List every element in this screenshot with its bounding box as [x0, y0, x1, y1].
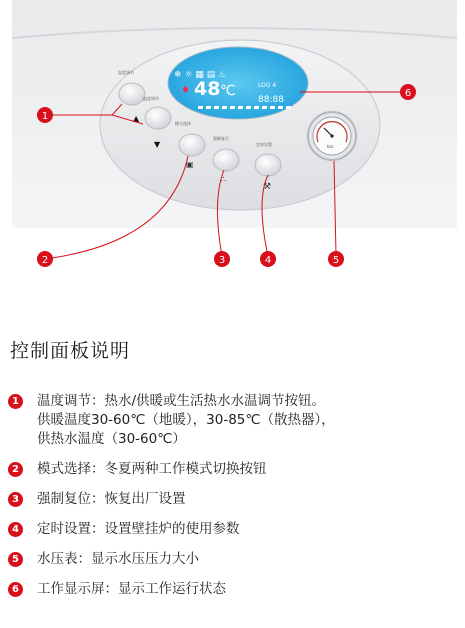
item-number-badge: 4 — [8, 522, 23, 537]
item-text: 温度调节：热水/供暖或生活热水水温调节按钮。 供暖温度30-60℃（地暖），30-85℃（散热器）， 供热水温度（30-60℃） — [37, 393, 335, 447]
control-panel-photo — [0, 0, 465, 270]
callout-5 — [328, 251, 344, 267]
timer-button[interactable] — [255, 154, 281, 176]
svg-text:1: 1 — [41, 111, 49, 122]
button-label-temp-down: 温度调节 — [143, 96, 159, 101]
section-heading: 控制面板说明 — [10, 340, 131, 362]
button-label-temp-up: 温度调节 — [118, 70, 134, 75]
item-text: 工作显示屏：显示工作运行状态 — [37, 581, 226, 597]
arrow-up-icon: ▲ — [133, 114, 140, 123]
callout-6 — [400, 84, 416, 100]
reset-icon: ∴ — [221, 175, 227, 184]
list-item — [8, 490, 460, 509]
description-list — [8, 392, 460, 610]
item-number-badge: 2 — [8, 462, 23, 477]
svg-text:3: 3 — [218, 255, 226, 266]
item-text: 模式选择：冬夏两种工作模式切换按钮 — [37, 461, 267, 477]
button-label-mode: 模式选择 — [175, 121, 191, 126]
lcd-temperature: 48 — [194, 78, 221, 100]
item-number-badge: 1 — [8, 394, 23, 409]
callout-3 — [214, 251, 230, 267]
button-label-timer: 定时设置 — [256, 142, 272, 147]
svg-text:5: 5 — [332, 255, 340, 266]
lcd-clock: 88:88 — [258, 95, 284, 105]
display-screen — [168, 47, 308, 119]
mode-button[interactable] — [179, 134, 205, 156]
list-item — [8, 520, 460, 539]
lcd-unit: ℃ — [220, 83, 236, 99]
item-number-badge: 3 — [8, 492, 23, 507]
reset-button[interactable] — [213, 149, 239, 171]
callout-1 — [37, 107, 53, 123]
list-item — [8, 550, 460, 569]
lcd-small-text: LOG 4 — [258, 82, 277, 89]
item-text: 强制复位：恢复出厂设置 — [37, 491, 186, 507]
temp-down-button[interactable] — [145, 107, 171, 129]
gauge-unit: bar — [327, 144, 334, 149]
list-item — [8, 460, 460, 479]
svg-text:6: 6 — [404, 88, 412, 99]
item-text: 定时设置：设置壁挂炉的使用参数 — [37, 521, 240, 537]
item-number-badge: 6 — [8, 582, 23, 597]
item-text: 水压表：显示水压压力大小 — [37, 551, 199, 567]
wrench-icon: ⚒ — [263, 182, 272, 192]
list-item — [8, 580, 460, 599]
lcd-icons: ❄ ☼ ▦ ▤ ♨ — [174, 70, 227, 80]
arrow-down-icon: ▼ — [154, 140, 161, 149]
flame-icon: ♦ — [181, 85, 190, 96]
callout-2 — [37, 251, 53, 267]
temp-up-button[interactable] — [119, 83, 145, 105]
item-number-badge: 5 — [8, 552, 23, 567]
list-item — [8, 392, 460, 449]
pressure-gauge — [308, 112, 356, 160]
svg-text:4: 4 — [264, 255, 272, 266]
svg-text:2: 2 — [41, 255, 49, 266]
callout-4 — [260, 251, 276, 267]
radiator-icon: ▣ — [186, 160, 194, 169]
button-label-reset: 强制复位 — [213, 136, 229, 141]
